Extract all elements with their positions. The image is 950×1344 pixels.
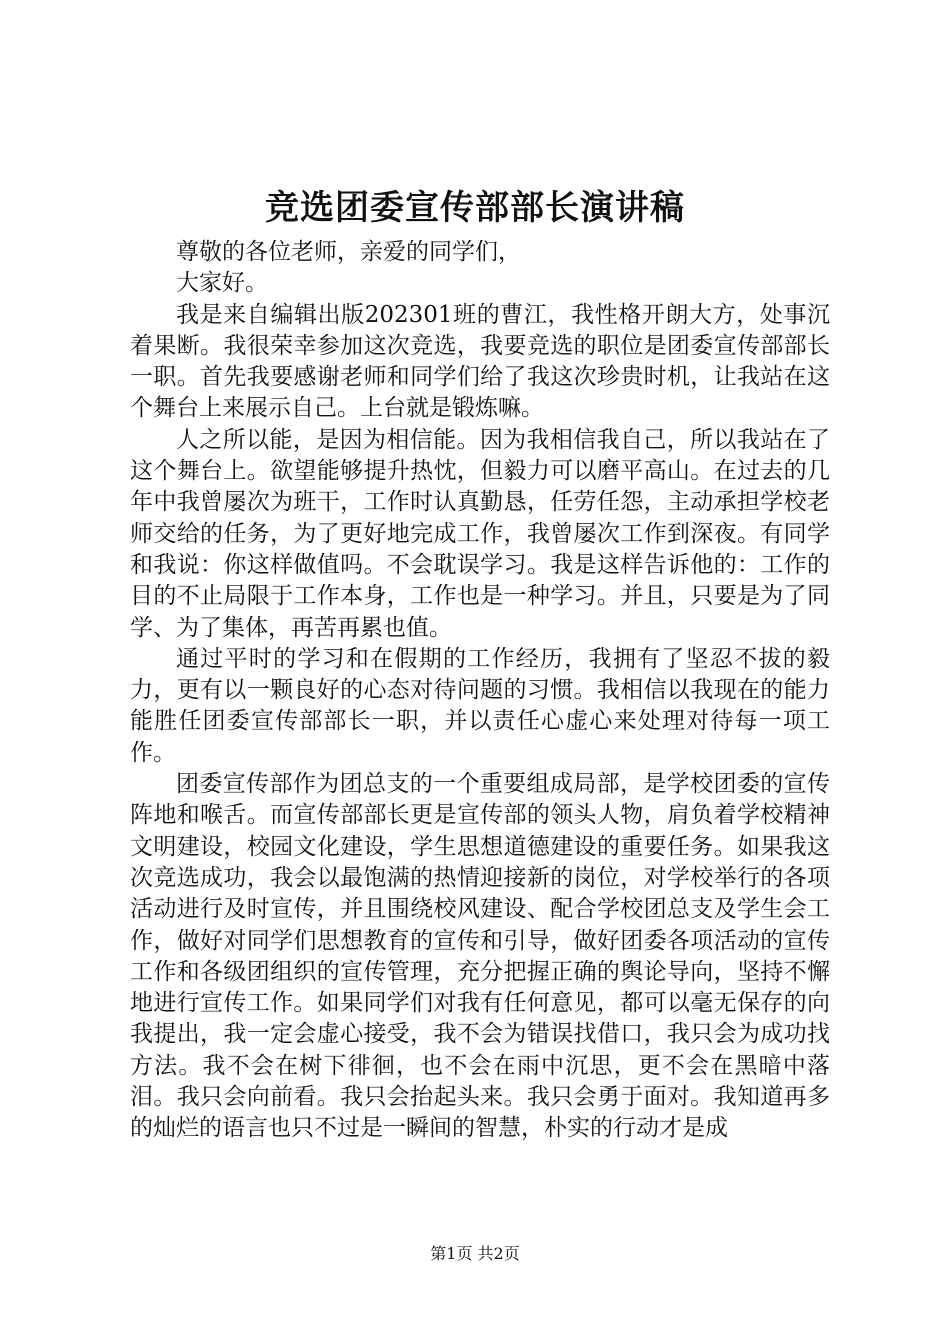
body-paragraph: 我是来自编辑出版202301班的曹江，我性格开朗大方，处事沉着果断。我很荣幸参加这次竞选，我要竞选的职位是团委宣传部部长一职。首先我要感谢老师和同学们给了我这次珍贵时机，让我站在这个舞台上来展示自己。上台就是锻炼嘛。	[130, 301, 830, 422]
document-body	[130, 237, 830, 1145]
greeting-paragraph: 大家好。	[176, 270, 268, 297]
page-indicator: 第1页 共2页	[430, 1244, 520, 1263]
body-paragraph: 团委宣传部作为团总支的一个重要组成局部，是学校团委的宣传阵地和喉舌。而宣传部部长更是宣传部的领头人物，肩负着学校精神文明建设，校园文化建设，学生思想道德建设的重要任务。如果我这次竞选成功，我会以最饱满的热情迎接新的岗位，对学校举行的各项活动进行及时宣传，并且围绕校风建设、配合学校团总支及学生会工作，做好对同学们思想教育的宣传和引导，做好团委各项活动的宣传工作和各级团组织的宣传管理，充分把握正确的舆论导向，坚持不懈地进行宣传工作。如果同学们对我有任何意见，都可以毫无保存的向我提出，我一定会虚心接受，我不会为错误找借口，我只会为成功找方法。我不会在树下徘徊，也不会在雨中沉思，更不会在黑暗中落泪。我只会向前看。我只会抬起头来。我只会勇于面对。我知道再多的灿烂的语言也只不过是一瞬间的智慧，朴实的行动才是成	[130, 771, 830, 1142]
body-paragraph: 人之所以能，是因为相信能。因为我相信我自己，所以我站在了这个舞台上。欲望能够提升热忱，但毅力可以磨平高山。在过去的几年中我曾屡次为班干，工作时认真勤恳，任劳任怨，主动承担学校老师交给的任务，为了更好地完成工作，我曾屡次工作到深夜。有同学和我说：你这样做值吗。不会耽误学习。我是这样告诉他的：工作的目的不止局限于工作本身，工作也是一种学习。并且，只要是为了同学、为了集体，再苦再累也值。	[130, 426, 830, 641]
document-title: 竞选团委宣传部部长演讲稿	[265, 188, 685, 228]
salutation-paragraph: 尊敬的各位老师，亲爱的同学们，	[176, 239, 521, 265]
body-paragraph: 通过平时的学习和在假期的工作经历，我拥有了坚忍不拔的毅力，更有以一颗良好的心态对待问题的习惯。我相信以我现在的能力能胜任团委宣传部部长一职，并以责任心虚心来处理对待每一项工作。	[130, 645, 830, 766]
